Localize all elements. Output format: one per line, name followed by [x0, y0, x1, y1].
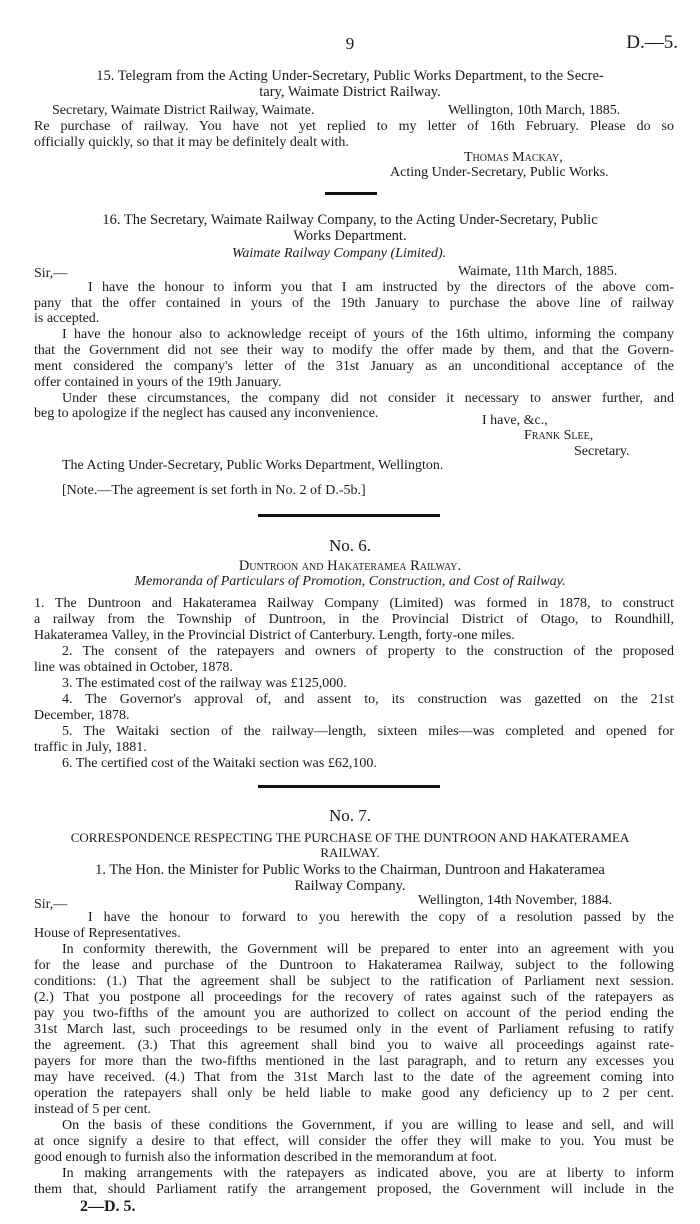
letter-16-closing: I have, &c., — [482, 413, 548, 428]
letter-16-body-line-7: offer contained in yours of the 19th January. — [34, 375, 282, 390]
letter-16-body-line-2: pany that the offer contained in yours of the 19th January to purchase the above line of railway — [34, 296, 674, 311]
signature-mark: 2—D. 5. — [80, 1198, 136, 1215]
letter-16-company: Waimate Railway Company (Limited). — [232, 246, 447, 261]
letter-7-1-body-line-14: On the basis of these conditions the Government, if you are willing to lease and sell, and will — [62, 1118, 674, 1133]
editorial-note: [Note.—The agreement is set forth in No. 2 of D.-5b.] — [62, 483, 366, 498]
letter-7-1-body-line-1: I have the honour to forward to you herewith the copy of a resolution passed by the — [88, 910, 674, 925]
letter-7-1-body-line-2: House of Representatives. — [34, 926, 181, 941]
letter-7-1-body-line-11: may have received. (4.) That from the 31st March last to the date of the agreement coming into — [34, 1070, 674, 1085]
section-6-subtitle: Memoranda of Particulars of Promotion, Construction, and Cost of Railway. — [134, 574, 566, 589]
section-divider — [258, 514, 440, 517]
letter-16-addressee: The Acting Under-Secretary, Public Works Department, Wellington. — [62, 458, 444, 473]
telegram-15-signatory-title: Acting Under-Secretary, Public Works. — [390, 165, 609, 180]
letter-16-signatory-title: Secretary. — [574, 444, 630, 459]
section-6-line-3: Hakateramea Valley, in the Provincial District of Canterbury. Length, forty-one miles. — [34, 628, 515, 643]
letter-7-1-body-line-4: for the lease and purchase of the Duntroon to Hakateramea Railway, subject to the following — [34, 958, 674, 973]
letter-16-body-line-9: beg to apologize if the neglect has caused any inconvenience. — [34, 406, 379, 421]
letter-16-body-line-6: ment considered the company's letter of the 31st January as an unconditional acceptance of the — [34, 359, 674, 374]
letter-16-date: Waimate, 11th March, 1885. — [458, 264, 618, 279]
document-reference: D.—5. — [626, 32, 678, 53]
section-divider — [325, 192, 377, 195]
telegram-15-date: Wellington, 10th March, 1885. — [448, 103, 621, 118]
section-7-title-line-1: CORRESPONDENCE RESPECTING THE PURCHASE OF THE DUNTROON AND HAKATERAMEA — [70, 830, 630, 845]
section-6-line-8: December, 1878. — [34, 708, 130, 723]
section-6-line-2: a railway from the Township of Duntroon, in the Provincial District of Otago, to Roundhill, — [34, 612, 674, 627]
section-number-6: No. 6. — [328, 536, 372, 555]
section-divider — [258, 785, 440, 788]
letter-7-1-date: Wellington, 14th November, 1884. — [418, 893, 613, 908]
letter-7-1-body-line-3: In conformity therewith, the Government will be prepared to enter into an agreement with you — [62, 942, 674, 957]
section-6-line-9: 5. The Waitaki section of the railway—length, sixteen miles—was completed and opened for — [62, 724, 674, 739]
letter-7-1-body-line-16: good enough to furnish also the information described in the memorandum at foot. — [34, 1150, 498, 1165]
letter-16-body-line-8: Under these circumstances, the company did not consider it necessary to answer further, and — [62, 391, 674, 406]
telegram-15-body-line-2: officially quickly, so that it may be definitely dealt with. — [34, 135, 349, 150]
letter-7-1-body-line-15: at once signify a desire to that effect, will consider the offer they will make to you. You must be — [34, 1134, 674, 1149]
telegram-15-signatory: Thomas Mackay, — [464, 150, 563, 165]
telegram-15-body-line-1: Re purchase of railway. You have not yet replied to my letter of 16th February. Please do so — [34, 119, 674, 134]
letter-7-1-body-line-10: payers for more than the two-fifths mentioned in the last paragraph, and to return any excesses you — [34, 1054, 674, 1069]
letter-7-1-body-line-5: conditions: (1.) That the agreement shall be subject to the ratification of Parliament next session. — [34, 974, 674, 989]
section-7-title-line-2: RAILWAY. — [320, 845, 380, 860]
section-6-line-5: line was obtained in October, 1878. — [34, 660, 233, 675]
letter-16-signatory: Frank Slee, — [524, 428, 594, 443]
section-number-7: No. 7. — [328, 806, 372, 825]
section-6-line-4: 2. The consent of the ratepayers and owners of property to the construction of the proposed — [62, 644, 674, 659]
letter-16-heading-line-2: Works Department. — [293, 228, 407, 244]
letter-16-heading-line-1: 16. The Secretary, Waimate Railway Company, to the Acting Under-Secretary, Public — [102, 212, 598, 228]
letter-7-1-body-line-6: (2.) That you postpone all proceedings for the recovery of rates against such of the ratepayers as — [34, 990, 674, 1005]
letter-7-1-body-line-18: them that, should Parliament ratify the arrangement proposed, the Government will include in the — [34, 1182, 674, 1197]
telegram-15-addressee: Secretary, Waimate District Railway, Waimate. — [52, 103, 315, 118]
letter-16-body-line-4: I have the honour also to acknowledge receipt of yours of the 16th ultimo, informing the company — [62, 327, 674, 342]
telegram-15-heading-line-2: tary, Waimate District Railway. — [259, 84, 441, 100]
letter-7-1-body-line-7: pay you two-fifths of the amount you are authorized to collect on account of the period ending the — [34, 1006, 674, 1021]
letter-16-salutation: Sir,— — [34, 266, 68, 281]
section-6-line-7: 4. The Governor's approval of, and assent to, its construction was gazetted on the 21st — [62, 692, 674, 707]
section-6-title: Duntroon and Hakateramea Railway. — [238, 558, 462, 574]
letter-7-1-salutation: Sir,— — [34, 897, 68, 912]
section-6-line-6: 3. The estimated cost of the railway was £125,000. — [62, 676, 347, 691]
letter-7-1-body-line-8: 31st March last, such proceedings to be resumed only in the event of Parliament refusing to ratify — [34, 1022, 674, 1037]
letter-16-body-line-1: I have the honour to inform you that I am instructed by the directors of the above com- — [88, 280, 674, 295]
letter-7-1-body-line-13: instead of 5 per cent. — [34, 1102, 152, 1117]
letter-16-body-line-3: is accepted. — [34, 311, 100, 326]
section-6-line-11: 6. The certified cost of the Waitaki section was £62,100. — [62, 756, 377, 771]
letter-7-1-body-line-12: operation the ratepayers shall only be held liable to make good any deficiency up to 2 per cent. — [34, 1086, 674, 1101]
letter-7-1-body-line-9: the agreement. (3.) That this agreement shall bind you to waive all proceedings against rate- — [34, 1038, 674, 1053]
section-6-line-1: 1. The Duntroon and Hakateramea Railway Company (Limited) was formed in 1878, to construct — [34, 596, 674, 611]
letter-7-1-heading-line-1: 1. The Hon. the Minister for Public Works to the Chairman, Duntroon and Hakateramea — [95, 862, 605, 878]
section-6-line-10: traffic in July, 1881. — [34, 740, 147, 755]
letter-7-1-body-line-17: In making arrangements with the ratepayers as indicated above, you are at liberty to inform — [62, 1166, 674, 1181]
letter-16-body-line-5: that the Government did not see their way to modify the offer made by them, and that the Govern- — [34, 343, 674, 358]
page-number: 9 — [345, 34, 355, 53]
letter-7-1-heading-line-2: Railway Company. — [294, 878, 406, 894]
telegram-15-heading-line-1: 15. Telegram from the Acting Under-Secretary, Public Works Department, to the Secre- — [96, 68, 604, 84]
